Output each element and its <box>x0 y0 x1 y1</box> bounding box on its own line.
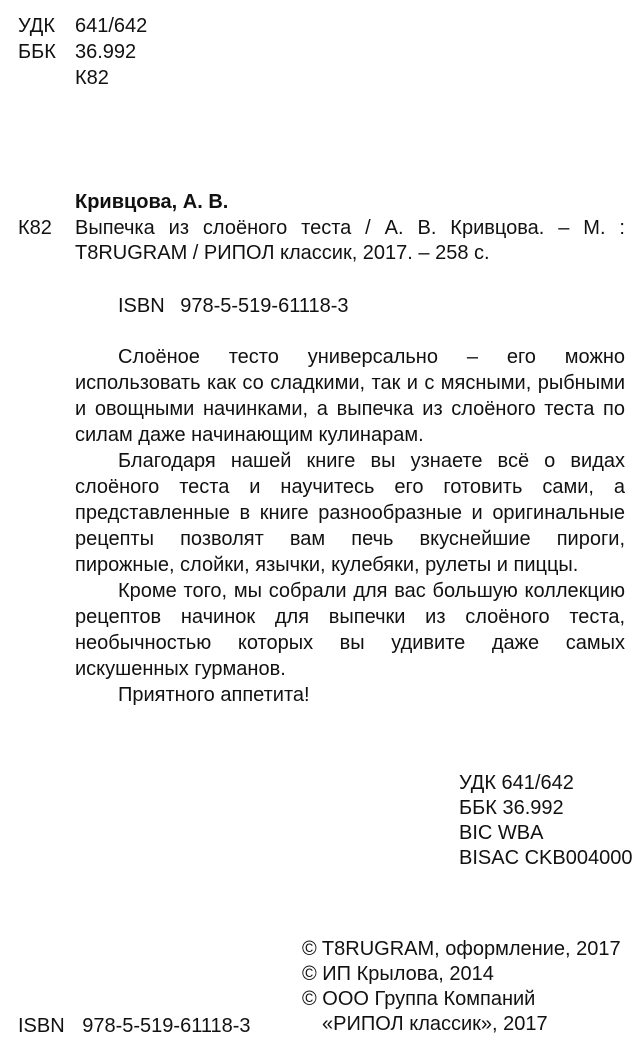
copyright-block <box>302 937 627 1037</box>
classification-block <box>459 771 632 871</box>
bibliographic-description: Выпечка из слоёного теста / А. В. Кривцова. – М. : T8RUGRAM / РИПОЛ классик, 2017. – 258 с. <box>75 217 625 264</box>
annotation-paragraph: Слоёное тесто универсально – его можно использовать как со сладкими, так и с мясными, рыбными и овощными начинками, а выпечка из слоёного теста по силам даже начинающим кулинарам. <box>75 346 625 446</box>
annotation <box>75 344 625 708</box>
bbk-code: ББК 36.992 <box>459 797 564 819</box>
annotation-paragraph: Благодаря нашей книге вы узнаете всё о видах слоёного теста и научитесь его готовить сами, а представленные в книге разнообразные и оригинальные рецепты позволят вам печь вкуснейшие пироги, пирожные, слойки, язычки, кулебяки, рулеты и пиццы. <box>75 450 625 576</box>
isbn-footer: ISBN 978-5-519-61118-3 <box>18 1015 251 1037</box>
copyright-line: «РИПОЛ классик», 2017 <box>322 1013 548 1035</box>
bic-code: BIC WBA <box>459 822 544 844</box>
bbk-label: ББК <box>18 41 56 63</box>
copyright-line: © T8RUGRAM, оформление, 2017 <box>302 938 621 960</box>
author-name: Кривцова, А. В. <box>75 191 229 213</box>
annotation-paragraph: Приятного аппетита! <box>118 684 310 706</box>
annotation-paragraph: Кроме того, мы собрали для вас большую коллекцию рецептов начинок для выпечки из слоёного теста, необычностью которых вы удивите даже самых искушенных гурманов. <box>75 580 625 680</box>
udk-code: УДК 641/642 <box>459 772 574 794</box>
udk-label: УДК <box>18 15 56 37</box>
copyright-line: © ООО Группа Компаний <box>302 988 536 1010</box>
copyright-line: © ИП Крылова, 2014 <box>302 963 494 985</box>
author-sign-top: К82 <box>75 67 109 89</box>
bbk-value: 36.992 <box>75 41 137 63</box>
udk-value: 641/642 <box>75 15 148 37</box>
bisac-code: BISAC CKB004000 <box>459 847 633 869</box>
author-sign-left: К82 <box>18 217 52 239</box>
isbn-record: ISBN 978-5-519-61118-3 <box>118 295 349 317</box>
